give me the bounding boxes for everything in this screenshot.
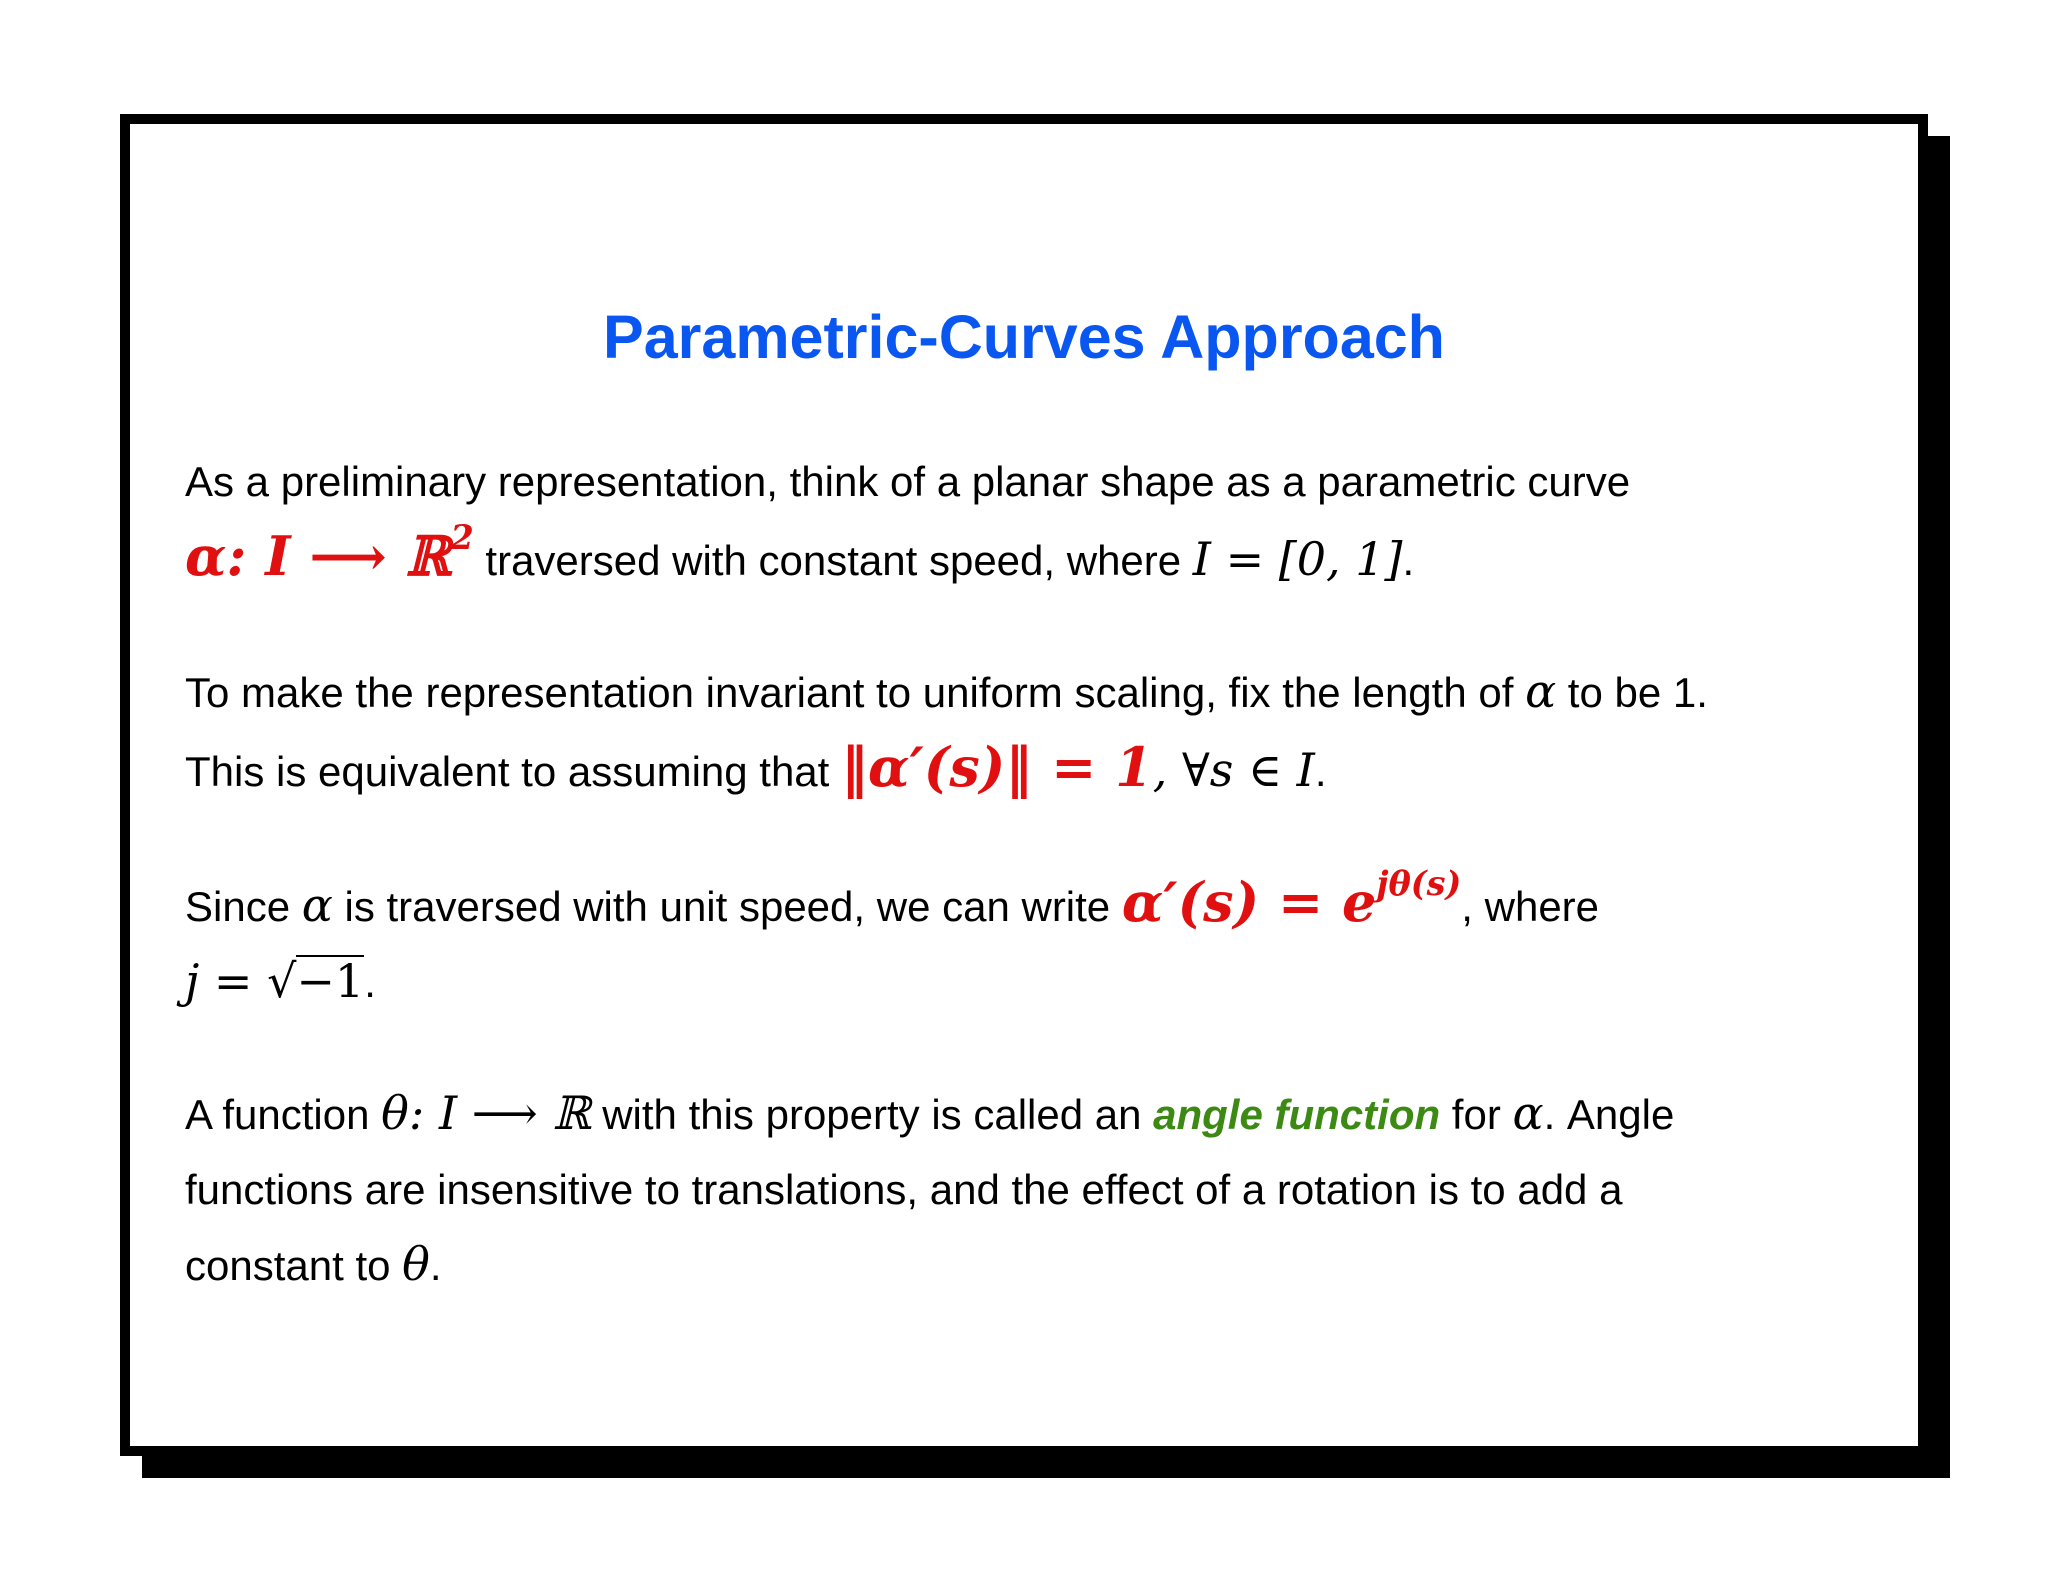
- paragraph-text: is traversed with unit speed, we can write: [332, 883, 1122, 930]
- sqrt-symbol: √: [267, 954, 297, 1008]
- math-j-definition: j = √−1: [185, 954, 365, 1008]
- slide-frame: [120, 114, 1928, 1456]
- paragraph-text: traversed with constant speed, where: [473, 537, 1193, 584]
- paragraph-text: for: [1440, 1091, 1513, 1138]
- punctuation: .: [1314, 748, 1327, 795]
- paragraph-text: Since: [185, 883, 302, 930]
- math-theta-mapping: θ: I ⟶ ℝ: [381, 1086, 591, 1140]
- math-alpha: α: [1525, 664, 1557, 718]
- paragraph-unit-speed: [185, 865, 1885, 1020]
- paragraph-text: A function: [185, 1091, 382, 1138]
- math-derivative-exp: $\alpha'(s) = e^{j\theta(s)}$: [1121, 864, 1462, 934]
- paragraph-text: functions are insensitive to translations, and the effect of a rotation is to add a: [185, 1166, 1623, 1213]
- math-theta: θ: [402, 1237, 430, 1291]
- paragraph-text: with this property is called an: [590, 1091, 1154, 1138]
- paragraph-text: As a preliminary representation, think of a planar shape as a parametric curve: [185, 458, 1631, 505]
- math-unit-norm: ‖α′(s)‖ = 1: [841, 735, 1153, 799]
- math-alpha: α: [1512, 1086, 1544, 1140]
- paragraph-scaling: [185, 654, 1885, 809]
- slide-title: Parametric-Curves Approach: [603, 303, 1445, 371]
- sqrt-argument: −1: [296, 954, 365, 1008]
- term-angle-function: angle function: [1153, 1091, 1441, 1138]
- paragraph-text: constant to: [185, 1242, 403, 1289]
- math-superscript: 2: [450, 518, 474, 558]
- math-forall: , ∀s ∈ I: [1152, 743, 1315, 797]
- paragraph-text: This is equivalent to assuming that: [185, 748, 842, 795]
- paragraph-curve-definition: [185, 444, 1885, 598]
- math-alpha: α: [301, 878, 333, 932]
- math-superscript: jθ(s): [1376, 864, 1462, 904]
- punctuation: .: [429, 1242, 442, 1289]
- paragraph-angle-function: [185, 1076, 1885, 1303]
- punctuation: .: [1402, 537, 1415, 584]
- paragraph-text: , where: [1461, 883, 1600, 930]
- paragraph-text: To make the representation invariant to uniform scaling, fix the length of: [185, 669, 1526, 716]
- math-interval: I = [0, 1]: [1192, 532, 1403, 586]
- paragraph-text: . Angle: [1543, 1091, 1675, 1138]
- slide-body: [185, 444, 1885, 1359]
- math-alpha-mapping: α: I ⟶ ℝ$^2$: [185, 518, 474, 588]
- punctuation: .: [364, 959, 376, 1006]
- paragraph-text: to be 1.: [1556, 669, 1708, 716]
